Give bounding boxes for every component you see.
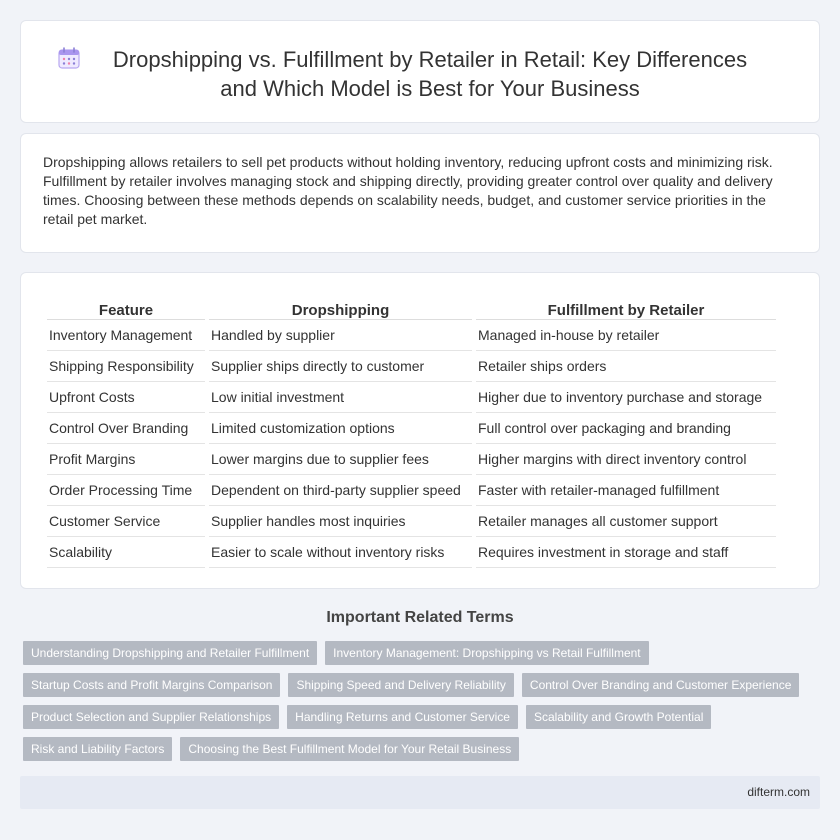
related-term-tag[interactable]: Inventory Management: Dropshipping vs Retail Fulfillment — [325, 641, 648, 665]
table-row — [47, 320, 776, 351]
feature-cell: Shipping Responsibility — [47, 351, 205, 382]
column-header-dropshipping: Dropshipping — [209, 295, 472, 320]
fulfillment-cell: Retailer ships orders — [476, 351, 776, 382]
table-row — [47, 382, 776, 413]
dropshipping-cell: Low initial investment — [209, 382, 472, 413]
dropshipping-cell: Handled by supplier — [209, 320, 472, 351]
intro-paragraph: Dropshipping allows retailers to sell pet products without holding inventory, reducing upfront costs and minimizing risk. Fulfillment by retailer involves managing stock and shipping directly, providing greater control over quality and delivery times. Choosing between these methods depends on scalability needs, budget, and customer service priorities in the retail pet market. — [43, 154, 773, 227]
fulfillment-cell: Higher margins with direct inventory control — [476, 444, 776, 475]
related-term-tag[interactable]: Handling Returns and Customer Service — [287, 705, 518, 729]
related-terms-heading: Important Related Terms — [326, 609, 514, 626]
footer — [20, 776, 820, 809]
related-term-tag[interactable]: Control Over Branding and Customer Experience — [522, 673, 799, 697]
fulfillment-cell: Higher due to inventory purchase and storage — [476, 382, 776, 413]
column-header-feature: Feature — [47, 295, 205, 320]
site-name[interactable]: difterm.com — [747, 785, 810, 799]
related-term-tag[interactable]: Shipping Speed and Delivery Reliability — [288, 673, 513, 697]
page-title: Dropshipping vs. Fulfillment by Retailer in Retail: Key Differences and Which Model is Best for Your Business — [112, 47, 748, 101]
fulfillment-cell: Retailer manages all customer support — [476, 506, 776, 537]
dropshipping-cell: Lower margins due to supplier fees — [209, 444, 472, 475]
feature-cell: Control Over Branding — [47, 413, 205, 444]
table-row — [47, 351, 776, 382]
table-row — [47, 537, 776, 568]
table-row — [47, 506, 776, 537]
comparison-table — [43, 295, 780, 568]
feature-cell: Upfront Costs — [47, 382, 205, 413]
related-term-tag[interactable]: Scalability and Growth Potential — [526, 705, 711, 729]
table-row — [47, 444, 776, 475]
feature-cell: Customer Service — [47, 506, 205, 537]
dropshipping-cell: Dependent on third-party supplier speed — [209, 475, 472, 506]
dropshipping-cell: Limited customization options — [209, 413, 472, 444]
fulfillment-cell: Managed in-house by retailer — [476, 320, 776, 351]
related-term-tag[interactable]: Product Selection and Supplier Relationships — [23, 705, 279, 729]
table-row — [47, 475, 776, 506]
related-term-tag[interactable]: Startup Costs and Profit Margins Comparison — [23, 673, 280, 697]
feature-cell: Order Processing Time — [47, 475, 205, 506]
intro-card — [20, 133, 820, 253]
feature-cell: Scalability — [47, 537, 205, 568]
feature-cell: Inventory Management — [47, 320, 205, 351]
title-card — [20, 20, 820, 123]
dropshipping-cell: Supplier ships directly to customer — [209, 351, 472, 382]
dropshipping-cell: Supplier handles most inquiries — [209, 506, 472, 537]
dropshipping-cell: Easier to scale without inventory risks — [209, 537, 472, 568]
table-header-row — [47, 295, 776, 320]
related-term-tag[interactable]: Risk and Liability Factors — [23, 737, 172, 761]
table-row — [47, 413, 776, 444]
column-header-fulfillment: Fulfillment by Retailer — [476, 295, 776, 320]
fulfillment-cell: Full control over packaging and branding — [476, 413, 776, 444]
comparison-card — [20, 272, 820, 589]
related-terms-list — [23, 641, 803, 761]
fulfillment-cell: Faster with retailer-managed fulfillment — [476, 475, 776, 506]
feature-cell: Profit Margins — [47, 444, 205, 475]
related-term-tag[interactable]: Understanding Dropshipping and Retailer Fulfillment — [23, 641, 317, 665]
fulfillment-cell: Requires investment in storage and staff — [476, 537, 776, 568]
related-term-tag[interactable]: Choosing the Best Fulfillment Model for Your Retail Business — [180, 737, 519, 761]
